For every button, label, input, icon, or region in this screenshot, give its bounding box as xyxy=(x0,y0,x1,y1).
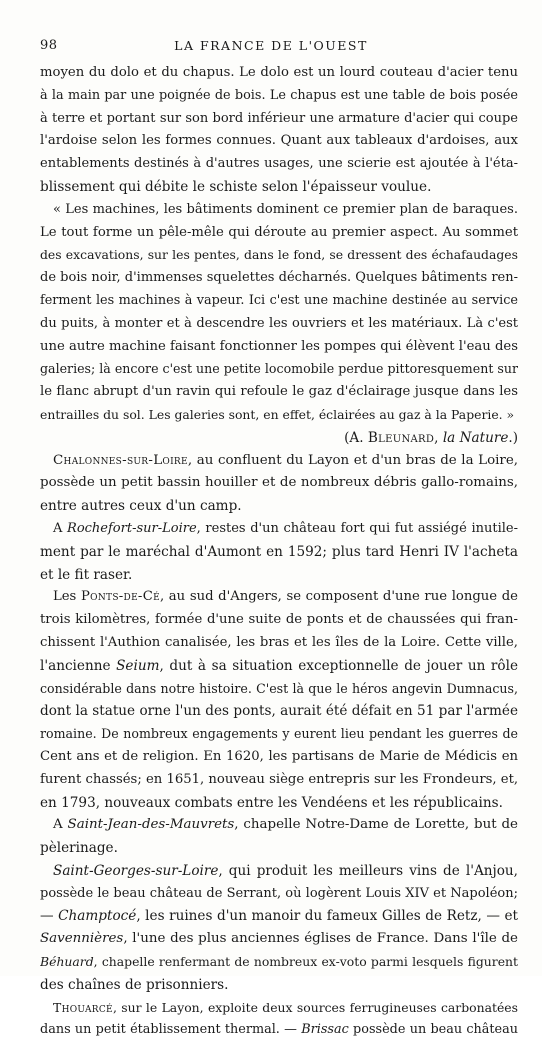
text-line xyxy=(40,1019,518,1042)
text-span: , l'une des plus anciennes églises de France. Dans l'île de xyxy=(123,931,518,947)
text-span: furent chassés; en 1651, nouveau siège entrepris sur les Frondeurs, et, xyxy=(40,771,518,787)
text-line xyxy=(40,130,518,153)
text-line xyxy=(40,792,518,815)
text-span: le flanc abrupt d'un ravin qui refoule le gaz d'éclairage jusque dans les xyxy=(40,384,518,400)
small-caps-text: Bleunard xyxy=(367,429,435,446)
text-span: des chaînes de prisonniers. xyxy=(40,976,229,993)
text-line xyxy=(40,883,518,906)
running-title: LA FRANCE DE L'OUEST xyxy=(174,38,368,53)
body-text xyxy=(40,62,518,1042)
text-span: — xyxy=(40,908,59,925)
text-span: une autre machine faisant fonctionner les pompes qui élèvent l'eau des xyxy=(40,338,518,354)
text-span: dans un petit établissement thermal. — xyxy=(40,1022,302,1038)
text-span: de bois noir, d'immenses squelettes décharnés. Quelques bâtiments ren- xyxy=(40,270,518,286)
text-line xyxy=(40,814,518,837)
text-span: , xyxy=(434,429,443,446)
text-span: possède un petit bassin houiller et de nombreux débris gallo-romains, xyxy=(40,475,518,491)
small-caps-text: Ponts-de-Cé xyxy=(81,589,160,605)
small-caps-text: Thouarcé xyxy=(53,999,113,1015)
text-line xyxy=(40,541,518,564)
text-span: , les ruines d'un manoir du fameux Gilles de Retz, — et xyxy=(136,908,518,925)
italic-text: Brissac xyxy=(301,1022,349,1038)
text-line xyxy=(40,427,518,450)
text-line xyxy=(40,495,518,518)
text-span: possède le beau château de Serrant, où logèrent Louis XIV et Napoléon; xyxy=(40,885,518,901)
text-span: , chapelle Notre-Dame de Lorette, but de xyxy=(234,817,518,833)
text-span: moyen du dolo et du chapus. Le dolo est un lourd couteau d'acier tenu xyxy=(40,65,518,80)
text-line xyxy=(40,244,518,267)
text-line xyxy=(40,381,518,404)
text-line xyxy=(40,336,518,359)
text-line xyxy=(40,928,518,951)
text-line xyxy=(40,723,518,746)
text-line xyxy=(40,564,518,587)
text-span: , au confluent du Layon et d'un bras de la Loire, xyxy=(187,452,518,468)
italic-text: Seium xyxy=(116,657,160,674)
text-line xyxy=(40,518,518,541)
text-span: l'ancienne xyxy=(40,657,117,674)
page-header xyxy=(0,38,542,60)
text-span: l'ardoise selon les formes connues. Quant aux tableaux d'ardoises, aux xyxy=(40,133,518,149)
italic-text: Saint-Georges-sur-Loire xyxy=(53,862,219,879)
text-span: , chapelle renfermant de nombreux ex-voto parmi lesquels figurent xyxy=(93,954,518,970)
text-span: chissent l'Authion canalisée, les bras et les îles de la Loire. Cette ville, xyxy=(40,634,518,650)
text-line xyxy=(40,222,518,245)
text-line xyxy=(40,700,518,723)
text-span: , sur le Layon, exploite deux sources ferrugineuses carbonatées xyxy=(112,999,518,1015)
text-line xyxy=(40,951,518,974)
text-span: du puits, à monter et à descendre les ouvriers et les matériaux. Là c'est xyxy=(40,315,518,331)
text-line xyxy=(40,267,518,290)
text-line xyxy=(40,176,518,199)
text-line xyxy=(40,655,518,678)
text-line xyxy=(40,837,518,860)
italic-text: Béhuard xyxy=(40,954,94,970)
text-span: , au sud d'Angers, se composent d'une rue longue de xyxy=(159,589,518,605)
page-number: 98 xyxy=(40,38,58,53)
text-span: à terre et portant sur son bord inférieur une armature d'acier qui coupe xyxy=(40,110,518,126)
text-span: romaine. De nombreux engagements y eurent lieu pendant les guerres de xyxy=(40,726,518,742)
text-span: trois kilomètres, formée d'une suite de ponts et de chaussées qui fran- xyxy=(40,612,518,628)
text-line xyxy=(40,62,518,85)
text-line xyxy=(40,632,518,655)
text-line xyxy=(40,678,518,701)
text-line xyxy=(40,746,518,769)
text-line xyxy=(40,153,518,176)
text-line xyxy=(40,769,518,792)
text-span: Cent ans et de religion. En 1620, les partisans de Marie de Médicis en xyxy=(40,748,518,764)
text-span: ferment les machines à vapeur. Ici c'est une machine destinée au service xyxy=(40,292,518,308)
italic-text: Savennières xyxy=(40,931,124,947)
text-span: à la main par une poignée de bois. Le chapus est une table de bois posée xyxy=(40,87,518,103)
text-line xyxy=(40,997,518,1020)
text-line xyxy=(40,404,518,427)
text-span: entablements destinés à d'autres usages, une scierie est ajoutée à l'éta- xyxy=(40,156,518,172)
text-line xyxy=(40,609,518,632)
text-line xyxy=(40,974,518,997)
text-line xyxy=(40,860,518,883)
text-span: blissement qui débite le schiste selon l'épaisseur voulue. xyxy=(40,178,432,195)
text-span: galeries; là encore c'est une petite locomobile perdue pittoresquement sur xyxy=(40,361,518,377)
text-span: A xyxy=(53,520,68,536)
text-span: « Les machines, les bâtiments dominent ce premier plan de baraques. xyxy=(53,201,518,217)
text-span: considérable dans notre histoire. C'est là que le héros angevin Dumnacus, xyxy=(40,680,518,696)
text-span: entre autres ceux d'un camp. xyxy=(40,498,242,515)
text-line xyxy=(40,313,518,336)
italic-text: la Nature xyxy=(442,429,509,446)
text-span: , qui produit les meilleurs vins de l'Anjou, xyxy=(218,862,518,879)
text-span: entrailles du sol. Les galeries sont, en effet, éclairées au gaz à la Paperie. » xyxy=(40,406,515,422)
text-line xyxy=(40,586,518,609)
text-span: ment par le maréchal d'Aumont en 1592; plus tard Henri IV l'acheta xyxy=(40,543,518,560)
text-line xyxy=(40,108,518,131)
text-span: Les xyxy=(53,589,81,605)
text-span: A xyxy=(53,817,68,833)
text-span: des excavations, sur les pentes, dans le fond, se dressent des échafaudages xyxy=(40,247,518,263)
text-span: dont la statue orne l'un des ponts, aurait été défait en 51 par l'armée xyxy=(40,703,518,720)
text-span: , dut à sa situation exceptionnelle de jouer un rôle xyxy=(159,657,518,674)
text-span: et le fit raser. xyxy=(40,566,133,583)
text-span: en 1793, nouveaux combats entre les Vendéens et les républicains. xyxy=(40,794,503,811)
text-span: , restes d'un château fort qui fut assiégé inutile- xyxy=(196,520,518,536)
text-line xyxy=(40,85,518,108)
text-line xyxy=(40,290,518,313)
text-span: pèlerinage. xyxy=(40,840,118,857)
text-span: (A. xyxy=(344,429,368,446)
text-span: Le tout forme un pêle-mêle qui déroute au premier aspect. Au sommet xyxy=(40,224,518,240)
italic-text: Saint-Jean-des-Mauvrets xyxy=(67,817,235,833)
italic-text: Champtocé xyxy=(58,908,137,925)
text-span: possède un beau château xyxy=(348,1022,518,1038)
text-line xyxy=(40,450,518,473)
text-line xyxy=(40,358,518,381)
italic-text: Rochefort-sur-Loire xyxy=(67,520,197,536)
text-line xyxy=(40,199,518,222)
text-line xyxy=(40,905,518,928)
text-line xyxy=(40,472,518,495)
text-span: .) xyxy=(508,429,518,446)
small-caps-text: Chalonnes-sur-Loire xyxy=(53,452,188,468)
